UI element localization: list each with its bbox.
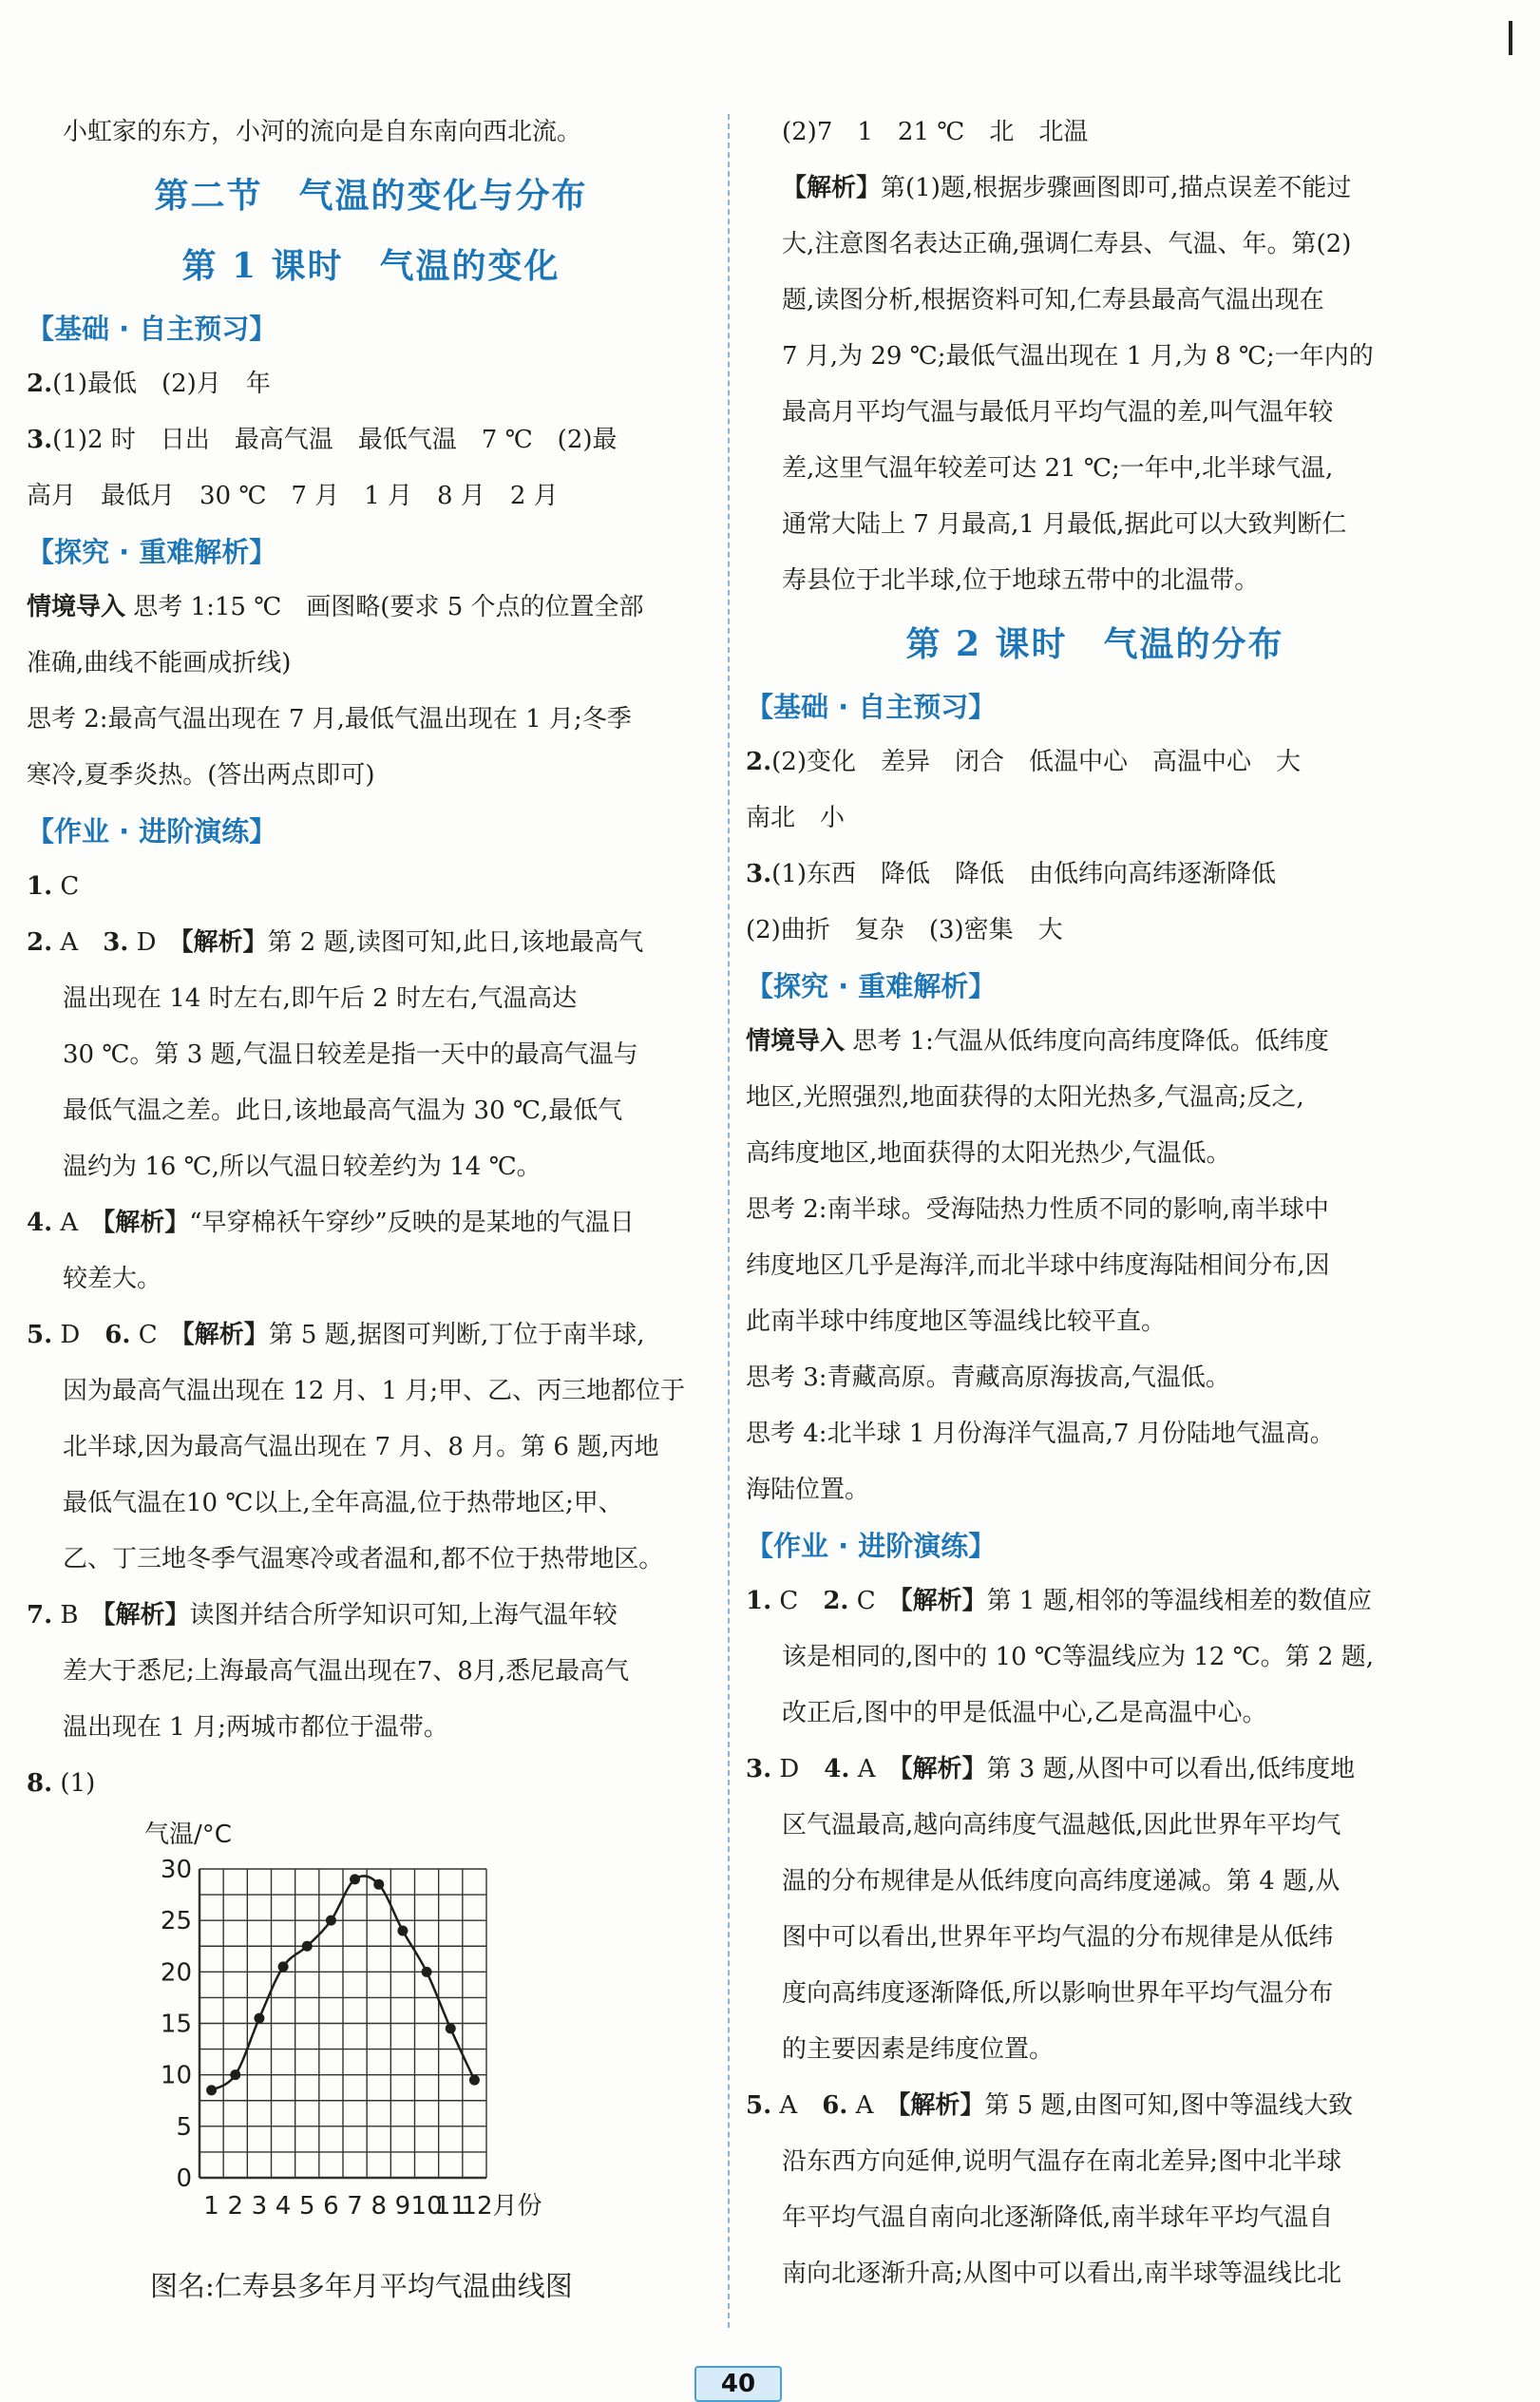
c34-line-3: 温的分布规律是从低纬度向高纬度递减。第 4 题,从 xyxy=(782,1867,1340,1896)
x-tick-label: 7 xyxy=(347,2192,363,2221)
q56-line-2: 因为最高气温出现在 12 月、1 月;甲、乙、丙三地都位于 xyxy=(63,1377,686,1405)
r-sikao2-line-3: 此南半球中纬度地区等温线比较平直。 xyxy=(746,1307,1167,1336)
c12-line-1: 1. C 2. C 【解析】第 1 题,相邻的等温线相差的数值应 xyxy=(746,1587,1373,1615)
c34-line-6: 的主要因素是纬度位置。 xyxy=(782,2035,1055,2064)
x-tick-label: 4 xyxy=(275,2192,292,2221)
c34-line-1: 3. D 4. A 【解析】第 3 题,从图中可以看出,低纬度地 xyxy=(746,1755,1356,1783)
c12-line-2: 该是相同的,图中的 10 ℃等温线应为 12 ℃。第 2 题, xyxy=(782,1643,1374,1671)
y-tick-label: 5 xyxy=(176,2112,192,2142)
chart-point xyxy=(230,2069,240,2080)
y-tick-label: 10 xyxy=(160,2061,192,2090)
x-tick-label: 10 xyxy=(410,2192,443,2221)
chart-xticks xyxy=(203,2192,542,2221)
q4-line-1: 4. A 【解析】“早穿棉袄午穿纱”反映的是某地的气温日 xyxy=(27,1209,635,1237)
x-tick-label: 5 xyxy=(298,2192,315,2221)
chart-yticks xyxy=(161,1856,192,2193)
r-jiexi-line-5: 最高月平均气温与最低月平均气温的差,叫气温年较 xyxy=(782,398,1334,427)
intro-line: 小虹家的东方，小河的流向是自东南向西北流。 xyxy=(63,118,582,146)
r-jiexi-line-3: 题,读图分析,根据资料可知,仁寿县最高气温出现在 xyxy=(782,286,1324,315)
lesson2-title: 第 2 课时 气温的分布 xyxy=(905,624,1284,664)
y-tick-label: 0 xyxy=(176,2164,192,2193)
left-column xyxy=(27,105,715,2315)
answer-3: 3.(1)2 时 日出 最高气温 最低气温 7 ℃ (2)最 xyxy=(27,426,618,454)
banner-tanjiu-2: 【探究 · 重难解析】 xyxy=(746,970,997,1002)
chart-point xyxy=(302,1941,313,1952)
answer-3-cont: 高月 最低月 30 ℃ 7 月 1 月 8 月 2 月 xyxy=(27,482,559,510)
x-tick-label: 2 xyxy=(227,2192,244,2221)
r-jiexi-line-4: 7 月,为 29 ℃;最低气温出现在 1 月,为 8 ℃;一年内的 xyxy=(782,342,1374,371)
q23-line-1: 2. A 3. D 【解析】第 2 题,读图可知,此日,该地最高气 xyxy=(27,928,644,957)
r-qingjing-line-2: 地区,光照强烈,地面获得的太阳光热多,气温高;反之, xyxy=(746,1083,1304,1112)
banner-zuoye-1: 【作业 · 进阶演练】 xyxy=(27,815,277,848)
q56-line-1: 5. D 6. C 【解析】第 5 题,据图可判断,丁位于南半球, xyxy=(27,1321,645,1349)
column-divider xyxy=(728,114,730,2328)
x-tick-label: 8 xyxy=(371,2192,388,2221)
y-tick-label: 20 xyxy=(160,1958,192,1988)
q8-line: 8. (1) xyxy=(27,1769,96,1798)
r-sikao4-line-1: 思考 4:北半球 1 月份海洋气温高,7 月份陆地气温高。 xyxy=(746,1420,1335,1448)
page-number: 40 xyxy=(694,2366,782,2402)
q1-line: 1. C xyxy=(27,872,80,901)
b-answer-3: 3.(1)东西 降低 降低 由低纬向高纬逐渐降低 xyxy=(746,860,1276,888)
q23-line-5: 温约为 16 ℃,所以气温日较差约为 14 ℃。 xyxy=(63,1153,542,1181)
b-answer-2: 2.(2)变化 差异 闭合 低温中心 高温中心 大 xyxy=(746,748,1301,776)
chart-point xyxy=(254,2013,264,2024)
r-jiexi-line-2: 大,注意图名表达正确,强调仁寿县、气温、年。第(2) xyxy=(782,230,1352,258)
chart-caption: 图名:仁寿县多年月平均气温曲线图 xyxy=(150,2270,573,2302)
b-answer-2-cont: 南北 小 xyxy=(746,804,846,832)
q56-line-3: 北半球,因为最高气温出现在 7 月、8 月。第 6 题,丙地 xyxy=(63,1433,659,1461)
chart-point xyxy=(350,1874,360,1884)
r-jiexi-line-8: 寿县位于北半球,位于地球五带中的北温带。 xyxy=(782,566,1260,595)
c56-line-3: 年平均气温自南向北逐渐降低,南半球年平均气温自 xyxy=(782,2203,1334,2232)
x-tick-label: 11 xyxy=(434,2192,466,2221)
r-sikao2-line-1: 思考 2:南半球。受海陆热力性质不同的影响,南半球中 xyxy=(746,1195,1329,1224)
chart-point xyxy=(446,2023,456,2033)
temperature-chart xyxy=(27,1812,715,2259)
corner-mark xyxy=(1509,21,1512,55)
q23-line-2: 温出现在 14 时左右,即午后 2 时左右,气温高达 xyxy=(63,984,578,1013)
c56-line-2: 沿东西方向延伸,说明气温存在南北差异;图中北半球 xyxy=(782,2147,1342,2176)
qingjing-line: 情境导入 思考 1:15 ℃ 画图略(要求 5 个点的位置全部 xyxy=(27,593,644,621)
y-tick-label: 25 xyxy=(160,1907,192,1936)
c56-line-1: 5. A 6. A 【解析】第 5 题,由图可知,图中等温线大致 xyxy=(746,2091,1354,2120)
r-qingjing-line-1: 情境导入 思考 1:气温从低纬度向高纬度降低。低纬度 xyxy=(746,1027,1329,1056)
c34-line-5: 度向高纬度逐渐降低,所以影响世界年平均气温分布 xyxy=(782,1979,1334,2008)
r-sikao4-line-2: 海陆位置。 xyxy=(746,1476,870,1504)
chart-point xyxy=(278,1961,289,1972)
r-sikao3-line: 思考 3:青藏高原。青藏高原海拔高,气温低。 xyxy=(746,1363,1230,1392)
r-qingjing-line-3: 高纬度地区,地面获得的太阳光热少,气温低。 xyxy=(746,1139,1231,1168)
sikao2-line-2: 寒冷,夏季炎热。(答出两点即可) xyxy=(27,761,375,790)
q23-line-3: 30 ℃。第 3 题,气温日较差是指一天中的最高气温与 xyxy=(63,1040,638,1069)
q7-line-3: 温出现在 1 月;两城市都位于温带。 xyxy=(63,1713,448,1742)
q4-line-2: 较差大。 xyxy=(63,1265,162,1293)
chart-point xyxy=(422,1967,432,1977)
banner-tanjiu-1: 【探究 · 重难解析】 xyxy=(27,536,277,568)
c34-line-4: 图中可以看出,世界年平均气温的分布规律是从低纬 xyxy=(782,1923,1334,1952)
x-tick-label: 12月份 xyxy=(461,2192,542,2221)
c12-line-3: 改正后,图中的甲是低温中心,乙是高温中心。 xyxy=(782,1699,1267,1727)
answer-2: 2.(1)最低 (2)月 年 xyxy=(27,370,271,398)
chart-grid xyxy=(200,1869,486,2178)
x-tick-label: 3 xyxy=(251,2192,268,2221)
r-sikao2-line-2: 纬度地区几乎是海洋,而北半球中纬度海陆相间分布,因 xyxy=(746,1251,1330,1280)
banner-jichu-2: 【基础 · 自主预习】 xyxy=(746,691,997,723)
sikao2-line-1: 思考 2:最高气温出现在 7 月,最低气温出现在 1 月;冬季 xyxy=(27,705,632,734)
q56-line-5: 乙、丁三地冬季气温寒冷或者温和,都不位于热带地区。 xyxy=(63,1545,664,1573)
x-tick-label: 6 xyxy=(323,2192,339,2221)
q7-line-1: 7. B 【解析】读图并结合所学知识可知,上海气温年较 xyxy=(27,1601,618,1630)
chart-point xyxy=(373,1879,384,1890)
banner-jichu-1: 【基础 · 自主预习】 xyxy=(27,313,277,345)
c34-line-2: 区气温最高,越向高纬度气温越低,因此世界年平均气 xyxy=(782,1811,1341,1840)
banner-zuoye-2: 【作业 · 进阶演练】 xyxy=(746,1530,997,1562)
b-answer-3-cont: (2)曲折 复杂 (3)密集 大 xyxy=(746,916,1063,944)
r-jiexi-line-7: 通常大陆上 7 月最高,1 月最低,据此可以大致判断仁 xyxy=(782,510,1347,539)
chart-svg xyxy=(27,1812,715,2259)
x-tick-label: 9 xyxy=(394,2192,411,2221)
chart-point xyxy=(326,1916,336,1926)
right-column xyxy=(746,105,1444,2302)
r-jiexi-line-6: 差,这里气温年较差可达 21 ℃;一年中,北半球气温, xyxy=(782,454,1334,483)
c56-line-4: 南向北逐渐升高;从图中可以看出,南半球等温线比北 xyxy=(782,2259,1342,2288)
chart-point xyxy=(397,1926,408,1936)
q7-line-2: 差大于悉尼;上海最高气温出现在7、8月,悉尼最高气 xyxy=(63,1657,630,1686)
qingjing-line-2: 准确,曲线不能画成折线) xyxy=(27,649,292,677)
chart-point xyxy=(469,2075,480,2086)
lesson1-title: 第 1 课时 气温的变化 xyxy=(181,246,561,286)
q23-line-4: 最低气温之差。此日,该地最高气温为 30 ℃,最低气 xyxy=(63,1096,623,1125)
chart-ylabel: 气温/°C xyxy=(144,1821,232,1849)
y-tick-label: 15 xyxy=(160,2010,192,2039)
r-jiexi-line-1: 【解析】第(1)题,根据步骤画图即可,描点误差不能过 xyxy=(782,174,1352,202)
chart-point xyxy=(206,2085,217,2095)
q56-line-4: 最低气温在10 ℃以上,全年高温,位于热带地区;甲、 xyxy=(63,1489,623,1517)
x-tick-label: 1 xyxy=(203,2192,219,2221)
section-title: 第二节 气温的变化与分布 xyxy=(154,176,588,216)
r-answer-2: (2)7 1 21 ℃ 北 北温 xyxy=(782,118,1089,146)
y-tick-label: 30 xyxy=(160,1856,192,1884)
